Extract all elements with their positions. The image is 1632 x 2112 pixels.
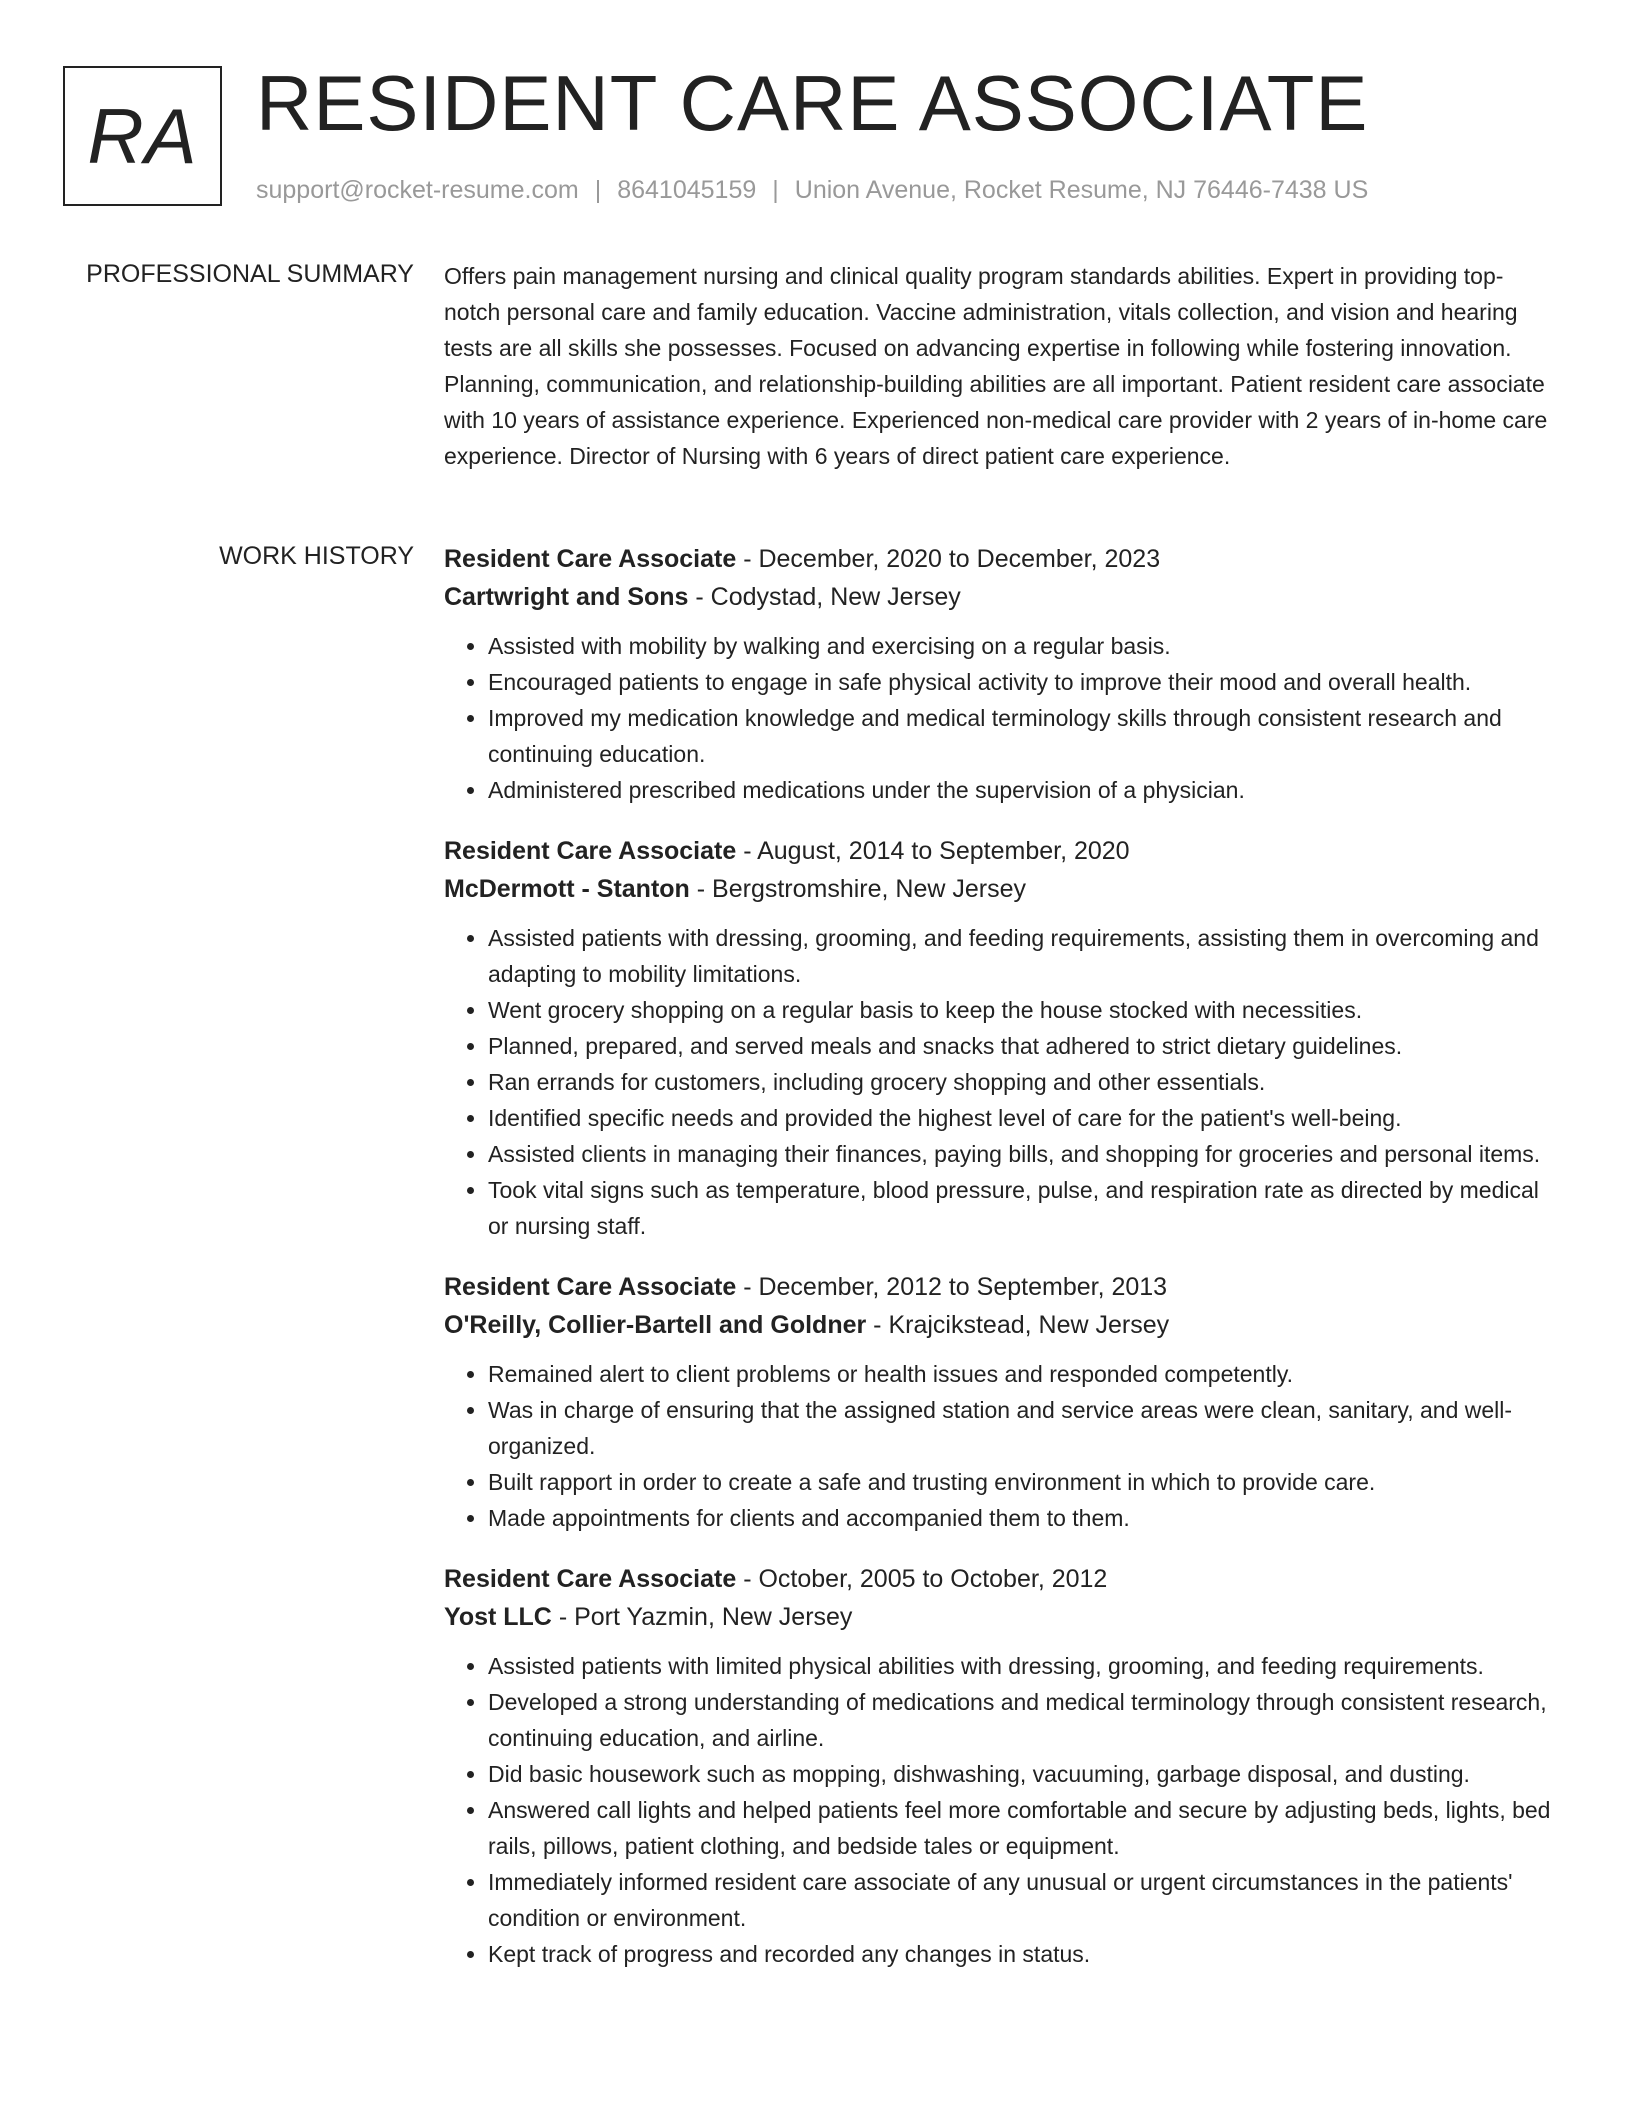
job-title: Resident Care Associate [444, 837, 737, 865]
job-bullet: • Developed a strong understanding of medications and medical terminology through consistent research, continuing education, and airline. [488, 1684, 1564, 1756]
job-bullet: • Ran errands for customers, including grocery shopping and other essentials. [488, 1064, 1564, 1100]
job-bullet-list [444, 628, 1564, 808]
job-company-line [444, 1306, 1564, 1344]
job-bullet-list [444, 920, 1564, 1244]
job-bullet: • Assisted with mobility by walking and exercising on a regular basis. [488, 628, 1564, 664]
job-bullet: • Assisted patients with dressing, grooming, and feeding requirements, assisting them in overcoming and adapting to mobility limitations. [488, 920, 1564, 992]
job-dates: - October, 2005 to October, 2012 [736, 1565, 1108, 1593]
job-dates: - December, 2012 to September, 2013 [736, 1273, 1168, 1301]
job-bullet: • Immediately informed resident care associate of any unusual or urgent circumstances in the patients' condition or environment. [488, 1864, 1564, 1936]
job-location: - Codystad, New Jersey [688, 583, 961, 611]
job-bullet: • Improved my medication knowledge and medical terminology skills through consistent research and continuing education. [488, 700, 1564, 772]
work-entry [444, 832, 1564, 1244]
job-bullet: • Built rapport in order to create a safe and trusting environment in which to provide care. [488, 1464, 1564, 1500]
job-bullet-list [444, 1648, 1564, 1972]
job-title-line [444, 1560, 1564, 1598]
job-bullet: • Made appointments for clients and accompanied them to them. [488, 1500, 1564, 1536]
job-bullet: • Kept track of progress and recorded any changes in status. [488, 1936, 1564, 1972]
monogram-badge: RA [63, 66, 222, 206]
job-company-line [444, 578, 1564, 616]
job-location: - Krajcikstead, New Jersey [866, 1311, 1170, 1339]
job-bullet: • Planned, prepared, and served meals and snacks that adhered to strict dietary guidelines. [488, 1028, 1564, 1064]
work-entry [444, 540, 1564, 808]
job-bullet: • Took vital signs such as temperature, blood pressure, pulse, and respiration rate as directed by medical or nursing staff. [488, 1172, 1564, 1244]
job-bullet: • Went grocery shopping on a regular basis to keep the house stocked with necessities. [488, 992, 1564, 1028]
section-label-summary: PROFESSIONAL SUMMARY [86, 260, 414, 288]
job-bullet: • Assisted patients with limited physical abilities with dressing, grooming, and feeding requirements. [488, 1648, 1564, 1684]
job-dates: - August, 2014 to September, 2020 [736, 837, 1130, 865]
job-title: Resident Care Associate [444, 545, 737, 573]
job-title-line [444, 1268, 1564, 1306]
job-title: Resident Care Associate [444, 1273, 737, 1301]
summary-text: Offers pain management nursing and clinical quality program standards abilities. Expert in providing top-notch personal care and family education. Vaccine administration, vitals collection, and vision and hearing tests are all skills she possesses. Focused on advancing expertise in following while fostering innovation. Planning, communication, and relationship-building abilities are all important. Patient resident care associate with 10 years of assistance experience. Experienced non-medical care provider with 2 years of in-home care experience. Director of Nursing with 6 years of direct patient care experience. [444, 263, 1548, 469]
job-company: Yost LLC [444, 1603, 552, 1631]
job-company: Cartwright and Sons [444, 583, 689, 611]
job-title-line [444, 540, 1564, 578]
contact-phone[interactable]: 8641045159 [617, 176, 757, 204]
job-bullet: • Encouraged patients to engage in safe physical activity to improve their mood and overall health. [488, 664, 1564, 700]
contact-email[interactable]: support@rocket-resume.com [256, 176, 579, 204]
job-location: - Bergstromshire, New Jersey [689, 875, 1027, 903]
job-bullet: • Identified specific needs and provided the highest level of care for the patient's well-being. [488, 1100, 1564, 1136]
section-label-work-history: WORK HISTORY [219, 542, 414, 570]
job-bullet-list [444, 1356, 1564, 1536]
job-bullet: • Answered call lights and helped patients feel more comfortable and secure by adjusting beds, lights, bed rails, pillows, patient clothing, and bedside tales or equipment. [488, 1792, 1564, 1864]
job-bullet: • Was in charge of ensuring that the assigned station and service areas were clean, sanitary, and well-organized. [488, 1392, 1564, 1464]
job-company: O'Reilly, Collier-Bartell and Goldner [444, 1311, 867, 1339]
job-location: - Port Yazmin, New Jersey [551, 1603, 853, 1631]
job-company-line [444, 1598, 1564, 1636]
job-title-line [444, 832, 1564, 870]
job-bullet: • Remained alert to client problems or health issues and responded competently. [488, 1356, 1564, 1392]
contact-separator: | [594, 176, 602, 204]
job-company: McDermott - Stanton [444, 875, 690, 903]
job-bullet: • Did basic housework such as mopping, dishwashing, vacuuming, garbage disposal, and dusting. [488, 1756, 1564, 1792]
work-history-list [444, 540, 1564, 1996]
work-entry [444, 1560, 1564, 1972]
resume-title: RESIDENT CARE ASSOCIATE [256, 59, 1369, 147]
job-title: Resident Care Associate [444, 1565, 737, 1593]
job-bullet: • Assisted clients in managing their finances, paying bills, and shopping for groceries and personal items. [488, 1136, 1564, 1172]
job-dates: - December, 2020 to December, 2023 [736, 545, 1161, 573]
contact-line [256, 174, 1368, 206]
work-entry [444, 1268, 1564, 1536]
contact-separator: | [772, 176, 779, 204]
contact-address: Union Avenue, Rocket Resume, NJ 76446-7438 US [794, 176, 1369, 204]
job-bullet: • Administered prescribed medications under the supervision of a physician. [488, 772, 1564, 808]
job-company-line [444, 870, 1564, 908]
